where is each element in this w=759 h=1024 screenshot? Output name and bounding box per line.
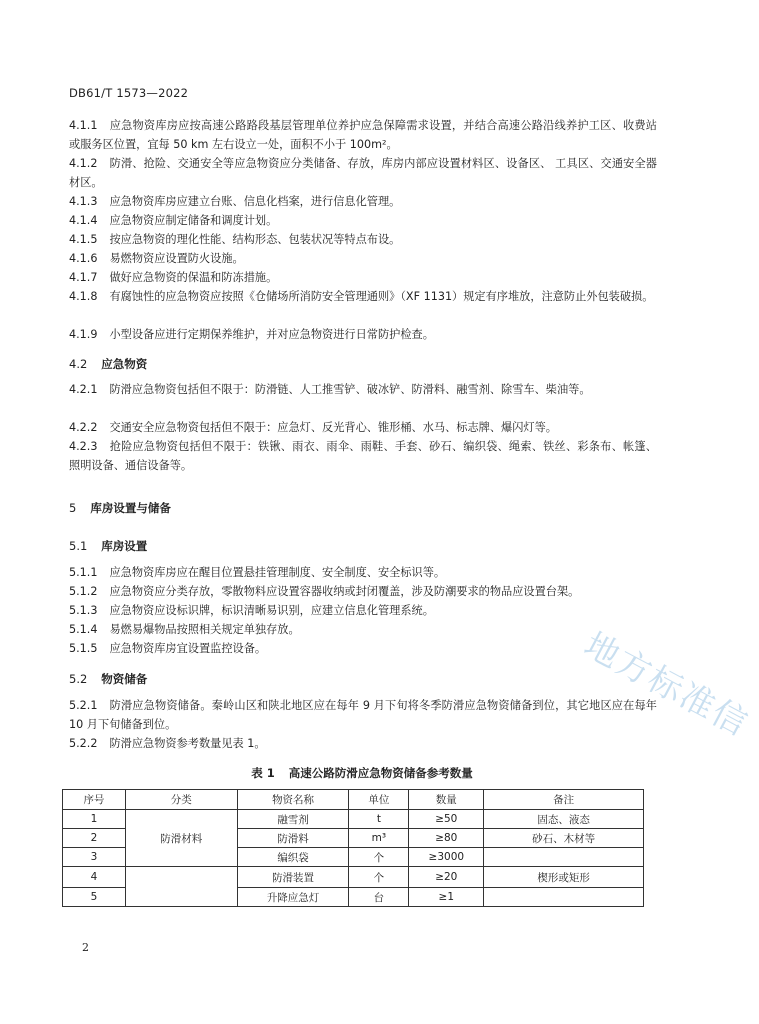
clause-5-2-1 (69, 696, 657, 734)
clause-4-1-9 (69, 325, 657, 344)
clause-number: 5.1.5 (69, 642, 98, 655)
clause-4-1-1 (69, 116, 657, 154)
cell-quantity: ≥20 (409, 867, 484, 888)
clause-text: 有腐蚀性的应急物资应按照《仓储场所消防安全管理通则》（XF 1131）规定有序堆放，注意防止外包装破损。 (109, 290, 654, 303)
clause-4-1-3 (69, 192, 657, 211)
cell-quantity: ≥50 (409, 810, 484, 829)
cell-material-name: 防滑料 (237, 829, 349, 848)
clause-text: 防滑、抢险、交通安全等应急物资应分类储备、存放，库房内部应设置材料区、设备区、 工具区、交通安全器材区。 (69, 157, 657, 189)
cell-remarks (484, 888, 644, 907)
cell-index: 1 (63, 810, 126, 829)
clause-number: 4.1.2 (69, 157, 98, 170)
clause-5-1-5 (69, 639, 657, 658)
clause-4-2-3 (69, 437, 657, 475)
clause-4-1-4 (69, 211, 657, 230)
section-heading-4-2 (69, 356, 147, 372)
cell-quantity: ≥3000 (409, 848, 484, 867)
header-unit: 单位 (349, 790, 409, 810)
clause-number: 5.1.4 (69, 623, 98, 636)
clause-text: 应急物资库房应建立台账、信息化档案，进行信息化管理。 (109, 195, 401, 208)
cell-index: 3 (63, 848, 126, 867)
clause-text: 防滑应急物资包括但不限于：防滑链、人工推雪铲、破冰铲、防滑料、融雪剂、除雪车、柴油等。 (109, 383, 591, 396)
header-index: 序号 (63, 790, 126, 810)
document-code: DB61/T 1573—2022 (69, 86, 189, 100)
clause-5-1-4 (69, 620, 657, 639)
cell-unit: t (349, 810, 409, 829)
clause-number: 4.1.3 (69, 195, 98, 208)
clause-number: 4.1.7 (69, 271, 98, 284)
cell-unit: 台 (349, 888, 409, 907)
cell-material-name: 编织袋 (237, 848, 349, 867)
cell-remarks: 楔形或矩形 (484, 867, 644, 888)
clause-text: 应急物资库房宜设置监控设备。 (109, 642, 267, 655)
reserve-table (62, 789, 644, 907)
cell-remarks: 砂石、木材等 (484, 829, 644, 848)
clause-5-2-2 (69, 734, 657, 753)
clause-text: 应急物资库房应在醒目位置悬挂管理制度、安全制度、安全标识等。 (109, 566, 446, 579)
clause-5-1-2 (69, 582, 657, 601)
cell-index: 5 (63, 888, 126, 907)
section-number: 5.1 (69, 539, 88, 553)
clause-text: 应急物资应设标识牌，标识清晰易识别，应建立信息化管理系统。 (109, 604, 434, 617)
clause-text: 应急物资库房应按高速公路路段基层管理单位养护应急保障需求设置，并结合高速公路沿线养护工区、收费站或服务区位置，宜每 50 km 左右设立一处，面积不小于 100m²。 (69, 119, 657, 151)
watermark: 地方标准信 (577, 625, 756, 745)
clause-number: 4.1.6 (69, 252, 98, 265)
cell-category: 防滑材料 (125, 810, 237, 867)
clause-number: 5.1.2 (69, 585, 98, 598)
clause-5-1-1 (69, 563, 657, 582)
clause-number: 5.2.1 (69, 699, 98, 712)
header-category: 分类 (125, 790, 237, 810)
cell-remarks: 固态、液态 (484, 810, 644, 829)
cell-index: 2 (63, 829, 126, 848)
clause-number: 4.1.9 (69, 328, 98, 341)
cell-quantity: ≥1 (409, 888, 484, 907)
clause-number: 5.1.1 (69, 566, 98, 579)
clause-4-2-2 (69, 418, 657, 437)
section-title: 库房设置 (101, 539, 148, 553)
cell-unit: 个 (349, 867, 409, 888)
header-remarks: 备注 (484, 790, 644, 810)
cell-quantity: ≥80 (409, 829, 484, 848)
clause-number: 4.1.8 (69, 290, 98, 303)
clause-text: 应急物资应分类存放，零散物料应设置容器收纳或封闭覆盖，涉及防潮要求的物品应设置台架。 (109, 585, 580, 598)
cell-remarks (484, 848, 644, 867)
clause-number: 4.2.2 (69, 421, 98, 434)
clause-number: 5.1.3 (69, 604, 98, 617)
clause-number: 5.2.2 (69, 737, 98, 750)
section-heading-5-2 (69, 671, 147, 687)
clause-4-1-8 (69, 287, 657, 306)
clause-text: 易燃物资应设置防火设施。 (109, 252, 244, 265)
clause-text: 应急物资应制定储备和调度计划。 (109, 214, 278, 227)
table-row (63, 810, 644, 829)
clause-text: 小型设备应进行定期保养维护，并对应急物资进行日常防护检查。 (109, 328, 434, 341)
clause-text: 防滑应急物资参考数量见表 1。 (109, 737, 266, 750)
cell-material-name: 防滑装置 (237, 867, 349, 888)
clause-4-1-5 (69, 230, 657, 249)
cell-material-name: 融雪剂 (237, 810, 349, 829)
section-number: 5.2 (69, 672, 88, 686)
clause-text: 按应急物资的理化性能、结构形态、包装状况等特点布设。 (109, 233, 401, 246)
clause-number: 4.1.1 (69, 119, 98, 132)
clause-text: 做好应急物资的保温和防冻措施。 (109, 271, 278, 284)
cell-category (125, 867, 237, 907)
clause-4-1-2 (69, 154, 657, 192)
clause-number: 4.1.4 (69, 214, 98, 227)
clause-text: 抢险应急物资包括但不限于：铁锹、雨衣、雨伞、雨鞋、手套、砂石、编织袋、绳索、铁丝、彩条布、帐篷、照明设备、通信设备等。 (69, 440, 657, 472)
section-number: 4.2 (69, 357, 88, 371)
clause-text: 交通安全应急物资包括但不限于：应急灯、反光背心、锥形桶、水马、标志牌、爆闪灯等。 (109, 421, 557, 434)
chapter-heading-5 (69, 500, 171, 516)
clause-4-1-7 (69, 268, 657, 287)
clause-text: 防滑应急物资储备。秦岭山区和陕北地区应在每年 9 月下旬将冬季防滑应急物资储备到位，其它地区应在每年 10 月下旬储备到位。 (69, 699, 657, 731)
chapter-number: 5 (69, 501, 77, 515)
clause-number: 4.2.3 (69, 440, 98, 453)
cell-unit: m³ (349, 829, 409, 848)
header-material-name: 物资名称 (237, 790, 349, 810)
section-title: 应急物资 (101, 357, 148, 371)
cell-unit: 个 (349, 848, 409, 867)
table-caption (0, 765, 724, 781)
cell-material-name: 升降应急灯 (237, 888, 349, 907)
clause-4-1-6 (69, 249, 657, 268)
cell-index: 4 (63, 867, 126, 888)
header-quantity: 数量 (409, 790, 484, 810)
clause-5-1-3 (69, 601, 657, 620)
table-title: 高速公路防滑应急物资储备参考数量 (288, 766, 473, 780)
page-number: 2 (82, 941, 89, 954)
clause-number: 4.2.1 (69, 383, 98, 396)
table-row (63, 867, 644, 888)
section-title: 物资储备 (101, 672, 148, 686)
clause-4-2-1 (69, 380, 657, 399)
clause-number: 4.1.5 (69, 233, 98, 246)
clause-text: 易燃易爆物品按照相关规定单独存放。 (109, 623, 300, 636)
table-number: 表 1 (251, 766, 275, 780)
table-header-row (63, 790, 644, 810)
section-heading-5-1 (69, 538, 147, 554)
chapter-title: 库房设置与储备 (90, 501, 171, 515)
